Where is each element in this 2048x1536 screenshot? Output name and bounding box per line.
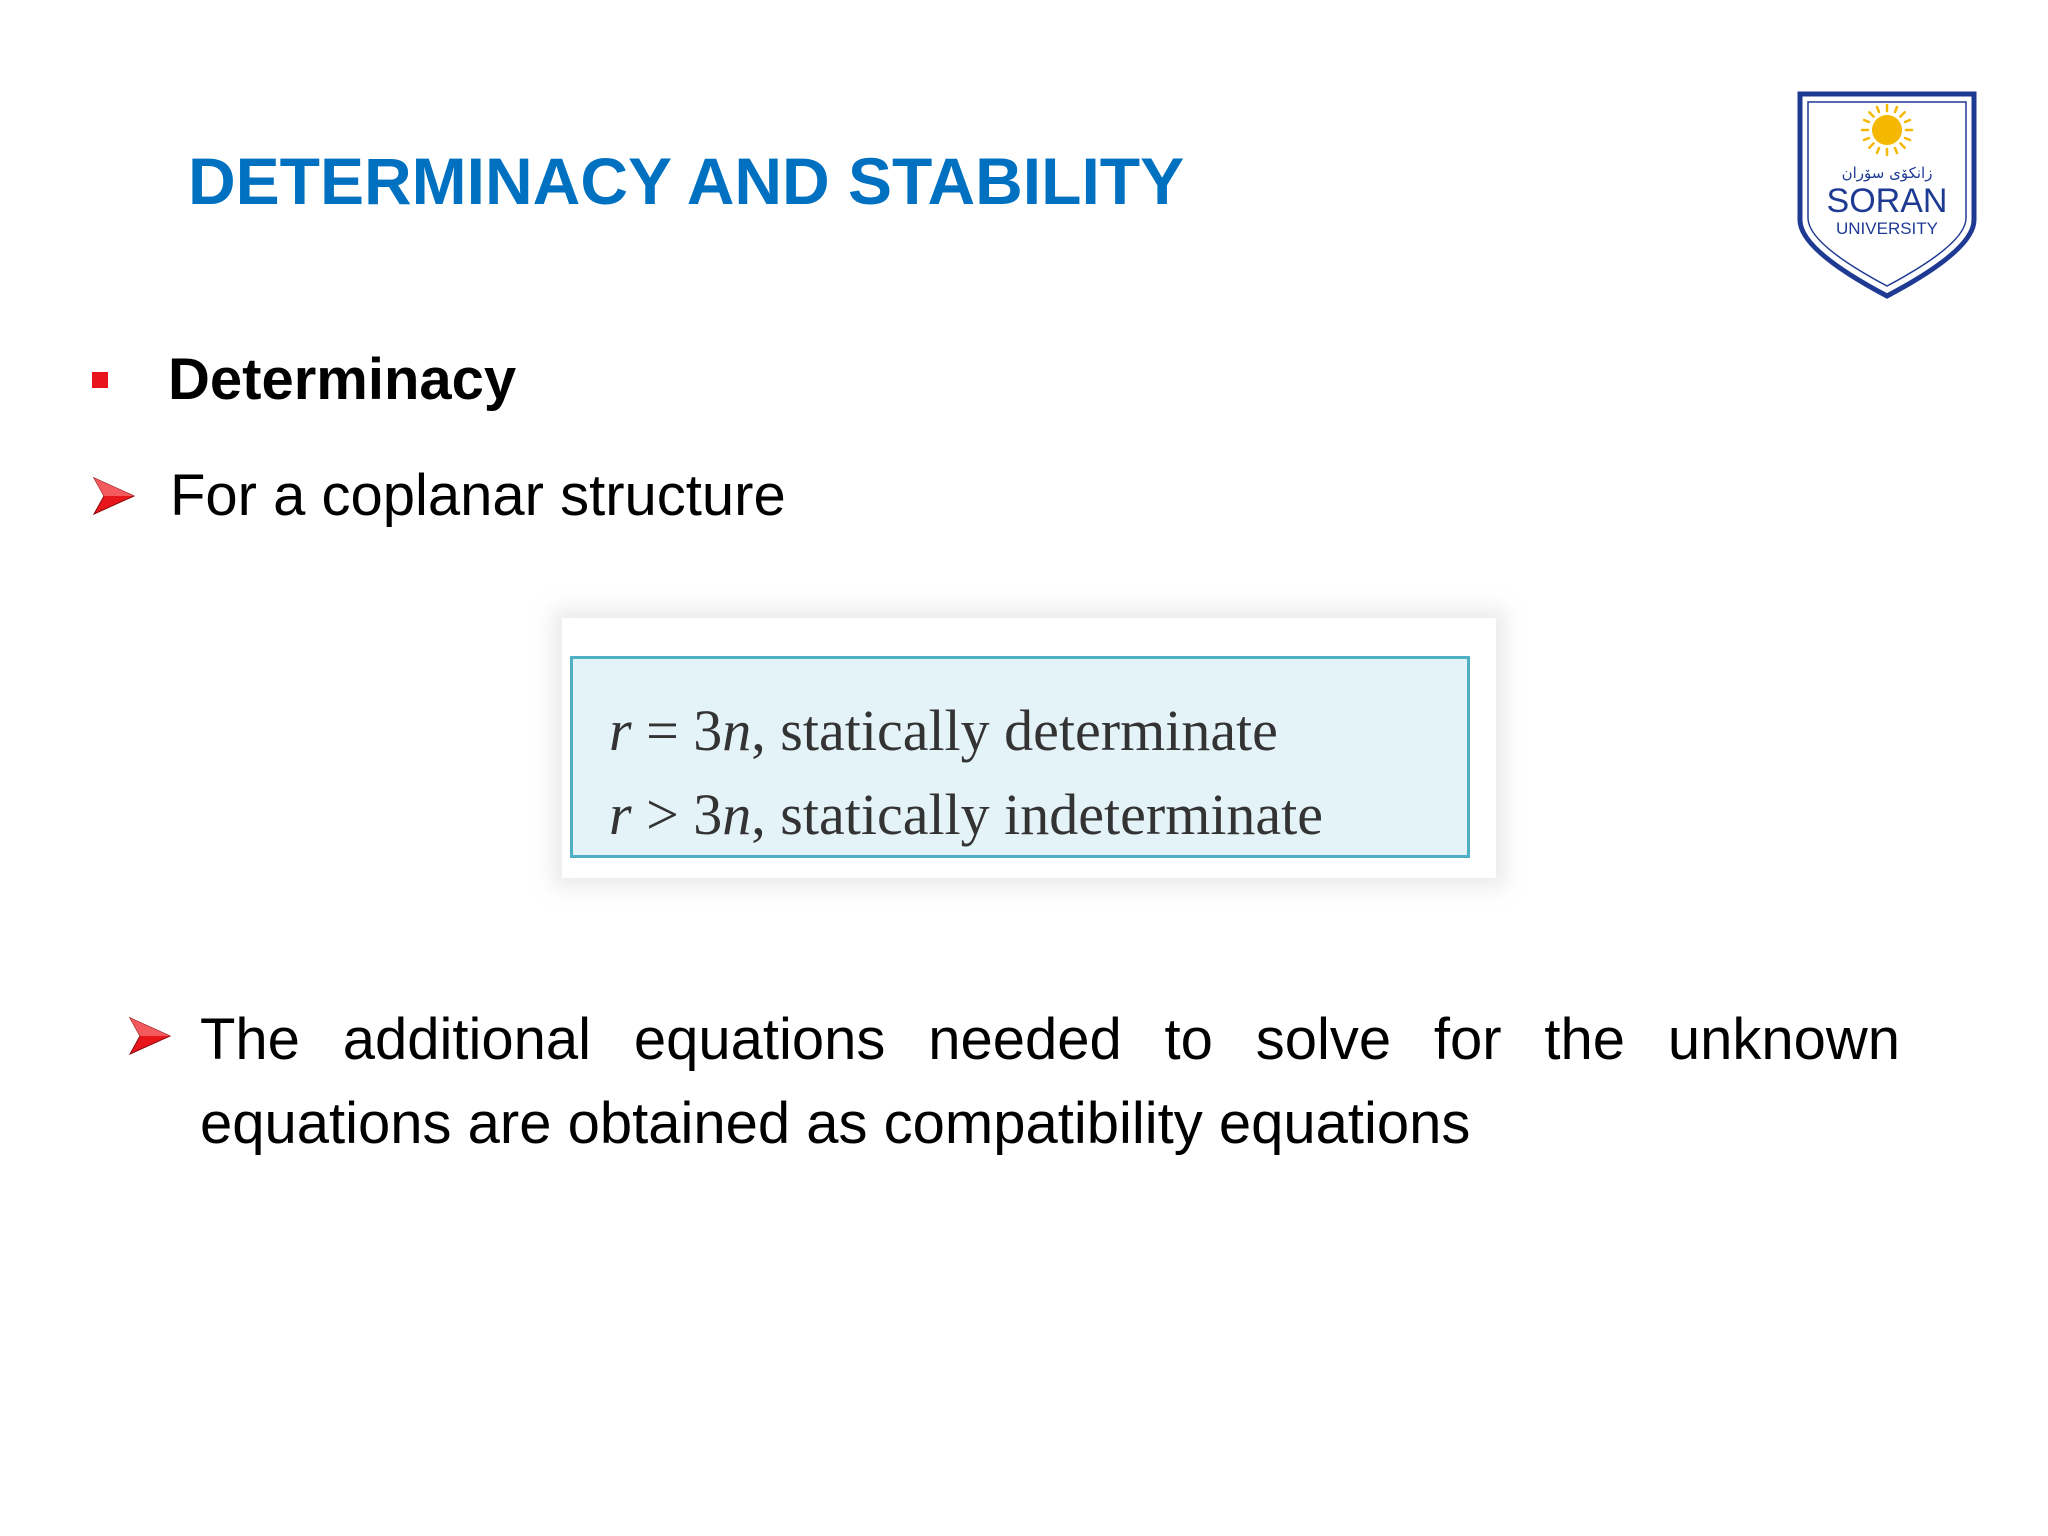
eq2-operator: > [646,782,679,847]
bullet-determinacy-label: Determinacy [168,347,517,412]
equation-determinate [609,689,1467,773]
eq1-variable: n [722,698,752,763]
equation-box [570,656,1470,858]
logo-name-soran: SORAN [1826,182,1948,220]
eq2-description: , statically indeterminate [751,782,1324,847]
slide-title: DETERMINACY AND STABILITY [188,144,1185,218]
logo-kurdish-name: زانكۆی سۆران [1841,164,1933,182]
arrow-bullet-icon [128,1014,172,1058]
logo-name-university: UNIVERSITY [1835,219,1939,238]
arrow-bullet-icon [92,474,136,518]
soran-university-logo [1796,90,1978,300]
eq2-lhs: r [609,782,632,847]
bullet-compatibility-label: The additional equations needed to solve for the unknown equations are obtained as compatibility equations [200,1007,1900,1156]
equation-image [562,618,1496,878]
bullet-compatibility-equations [128,998,1904,1166]
eq1-lhs: r [609,698,632,763]
eq1-description: , statically determinate [751,698,1278,763]
equation-indeterminate [609,773,1467,857]
bullet-coplanar-structure [92,458,786,534]
square-bullet-icon [92,372,108,388]
bullet-coplanar-label: For a coplanar structure [170,463,786,528]
eq2-coefficient: 3 [693,782,723,847]
bullet-determinacy [92,342,516,418]
eq1-coefficient: 3 [693,698,723,763]
eq2-variable: n [722,782,752,847]
eq1-operator: = [646,698,679,763]
